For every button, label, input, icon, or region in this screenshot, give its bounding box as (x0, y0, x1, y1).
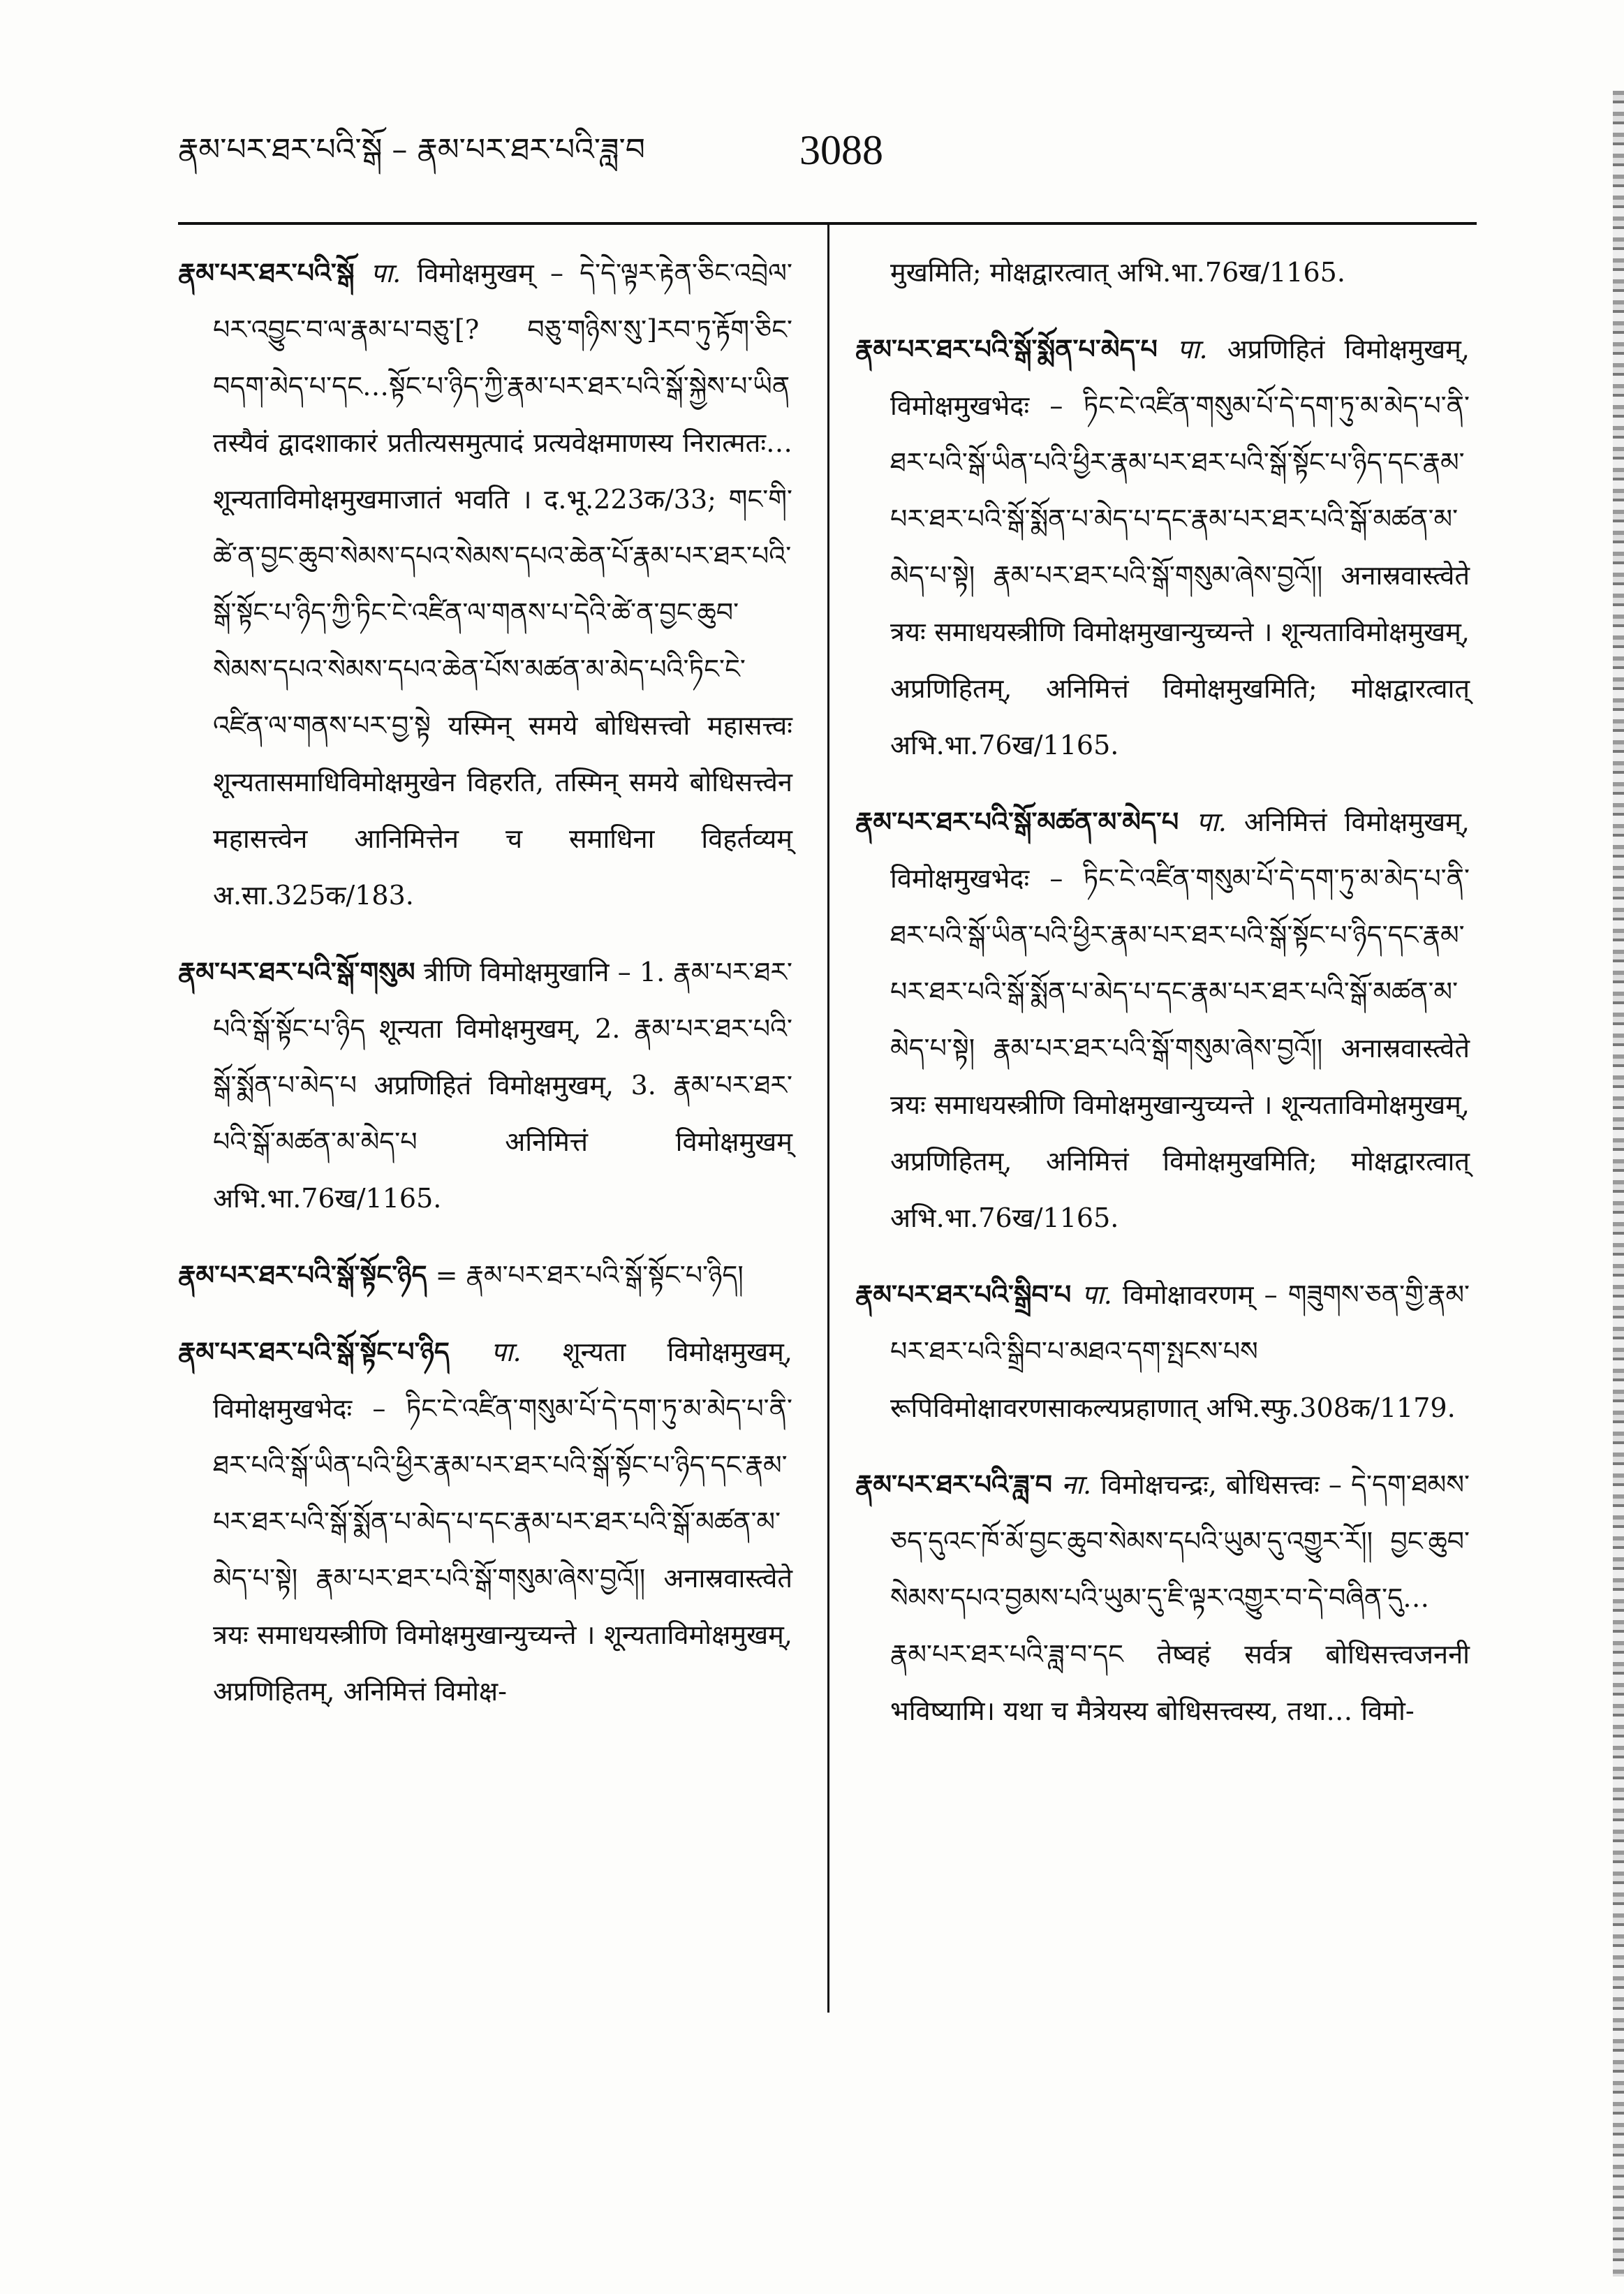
right-column (855, 244, 1470, 1759)
left-column (178, 244, 792, 1740)
entry-tag: पा. (1177, 334, 1208, 365)
entry-text: अनिमित्तं विमोक्षमुखम्, विमोक्षमुखभेदः – ཏིང་ངེ་འཛིན་གསུམ་པོ་དེ་དག་ཏུ་མ་མེད་པ་ནི་ཐར་པའི་སྒོ་ཡིན་པའི་ཕྱིར་རྣམ་པར་ཐར་པའི་སྒོ་སྟོང་པ་ཉིད་དང་རྣམ་པར་ཐར་པའི་སྒོ་སྨོན་པ་མེད་པ་དང་རྣམ་པར་ཐར་པའི་སྒོ་མཚན་མ་མེད་པ་སྟེ། རྣམ་པར་ཐར་པའི་སྒོ་གསུམ་ཞེས་བྱའོ།། अनास्रवास्त्वेते त्रयः समाधयस्त्रीणि विमोक्षमुखान्युच्यन्ते । शून्यताविमोक्षमुखम्, अप्रणिहितम्, अनिमित्तं विमोक्षमुखमिति; मोक्षद्वारत्वात् अभि.भा.76ख/1165. (890, 807, 1470, 1233)
dictionary-entry (178, 1247, 792, 1304)
running-head: རྣམ་པར་ཐར་པའི་སྒོ – རྣམ་པར་ཐར་པའི་ཟླ་བ (178, 132, 645, 168)
column-divider (827, 225, 829, 2013)
dictionary-entry (855, 1456, 1470, 1740)
entry-headword: རྣམ་པར་ཐར་པའི་ཟླ་བ (855, 1469, 1052, 1500)
dictionary-entry (855, 793, 1470, 1247)
entry-headword: རྣམ་པར་ཐར་པའི་སྒོ་སྟོང་ཉིད (178, 1259, 427, 1291)
entry-text: = རྣམ་པར་ཐར་པའི་སྒོ་སྟོང་པ་ཉིད། (435, 1260, 744, 1291)
entry-tag: ना. (1061, 1469, 1092, 1500)
entry-text: मुखमिति; मोक्षद्वारत्वात् अभि.भा.76ख/1165. (890, 257, 1345, 288)
dictionary-entry (178, 1323, 792, 1720)
page-number: 3088 (799, 127, 883, 173)
entry-text: त्रीणि विमोक्षमुखानि – 1. རྣམ་པར་ཐར་པའི་སྒོ་སྟོང་པ་ཉིད शून्यता विमोक्षमुखम्, 2. རྣམ་པར་ཐར་པའི་སྒོ་སྨོན་པ་མེད་པ अप्रणिहितं विमोक्षमुखम्, 3. རྣམ་པར་ཐར་པའི་སྒོ་མཚན་མ་མེད་པ अनिमित्तं विमोक्षमुखम् अभि.भा.76ख/1165. (213, 957, 792, 1214)
entry-text: विमोक्षमुखम् – དེ་དེ་ལྟར་རྟེན་ཅིང་འབྲེལ་པར་འབྱུང་བ་ལ་རྣམ་པ་བཅུ་[? བཅུ་གཉིས་སུ་]རབ་ཏུ་རྟོག་ཅིང་བདག་མེད་པ་དང…སྟོང་པ་ཉིད་ཀྱི་རྣམ་པར་ཐར་པའི་སྒོ་སྐྱེས་པ་ཡིན तस्यैवं द्वादशाकारं प्रतीत्यसमुत्पादं प्रत्यवेक्षमाणस्य निरात्मतः…शून्यताविमोक्षमुखमाजातं भवति । द.भू.223क/33; གང་གི་ཚེ་ན་བྱང་ཆུབ་སེམས་དཔའ་སེམས་དཔའ་ཆེན་པོ་རྣམ་པར་ཐར་པའི་སྒོ་སྟོང་པ་ཉིད་ཀྱི་ཏིང་ངེ་འཛིན་ལ་གནས་པ་དེའི་ཚེ་ན་བྱང་ཆུབ་སེམས་དཔའ་སེམས་དཔའ་ཆེན་པོས་མཚན་མ་མེད་པའི་ཏིང་ངེ་འཛིན་ལ་གནས་པར་བྱ་སྟེ यस्मिन् समये बोधिसत्त्वो महासत्त्वः शून्यतासमाधिविमोक्षमुखेन विहरति, तस्मिन् समये बोधिसत्त्वेन महासत्त्वेन आनिमित्तेन च समाधिना विहर्तव्यम् अ.सा.325क/183. (213, 258, 792, 911)
entry-text: अप्रणिहितं विमोक्षमुखम्, विमोक्षमुखभेदः – ཏིང་ངེ་འཛིན་གསུམ་པོ་དེ་དག་ཏུ་མ་མེད་པ་ནི་ཐར་པའི་སྒོ་ཡིན་པའི་ཕྱིར་རྣམ་པར་ཐར་པའི་སྒོ་སྟོང་པ་ཉིད་དང་རྣམ་པར་ཐར་པའི་སྒོ་སྨོན་པ་མེད་པ་དང་རྣམ་པར་ཐར་པའི་སྒོ་མཚན་མ་མེད་པ་སྟེ། རྣམ་པར་ཐར་པའི་སྒོ་གསུམ་ཞེས་བྱའོ།། अनास्रवास्त्वेते त्रयः समाधयस्त्रीणि विमोक्षमुखान्युच्यन्ते । शून्यताविमोक्षमुखम्, अप्रणिहितम्, अनिमित्तं विमोक्षमुखमिति; मोक्षद्वारत्वात् अभि.भा.76ख/1165. (890, 334, 1470, 760)
entry-headword: རྣམ་པར་ཐར་པའི་སྒྲིབ་པ (855, 1279, 1072, 1310)
entry-headword: རྣམ་པར་ཐར་པའི་སྒོ་སྨོན་པ་མེད་པ (855, 333, 1158, 365)
entry-text: विमोक्षावरणम् – གཟུགས་ཅན་གྱི་རྣམ་པར་ཐར་པའི་སྒྲིབ་པ་མཐའ་དག་སྤངས་པས रूपिविमोक्षावरणसाकल्यप्रहाणात् अभि.स्फु.308क/1179. (890, 1279, 1470, 1423)
entry-tag: पा. (370, 258, 401, 288)
entry-tag: पा. (1196, 807, 1227, 837)
dictionary-entry (855, 321, 1470, 774)
scan-edge-shadow (1613, 91, 1624, 2277)
dictionary-entry (178, 943, 792, 1227)
entry-headword: རྣམ་པར་ཐར་པའི་སྒོ (178, 257, 355, 288)
entry-text: विमोक्षचन्द्रः, बोधिसत्त्वः – དེ་དག་ཐམས་ཅད་དུའང་ཁོ་མོ་བྱང་ཆུབ་སེམས་དཔའི་ཡུམ་དུ་འགྱུར་རོ།། བྱང་ཆུབ་སེམས་དཔའ་བྱམས་པའི་ཡུམ་དུ་ཇི་ལྟར་འགྱུར་བ་དེ་བཞིན་དུ…རྣམ་པར་ཐར་པའི་ཟླ་བ་དང तेष्वहं सर्वत्र बोधिसत्त्वजननी भविष्यामि। यथा च मैत्रेयस्य बोधिसत्त्वस्य, तथा… विमो- (890, 1469, 1470, 1726)
entry-headword: རྣམ་པར་ཐར་པའི་སྒོ་སྟོང་པ་ཉིད (178, 1336, 450, 1367)
entry-headword: རྣམ་པར་ཐར་པའི་སྒོ་གསུམ (178, 956, 415, 987)
entry-tag: पा. (491, 1337, 522, 1367)
entry-continuation (855, 244, 1470, 301)
page-header (178, 119, 1505, 182)
entry-tag: पा. (1082, 1279, 1112, 1310)
dictionary-entry (855, 1266, 1470, 1436)
dictionary-entry (178, 244, 792, 924)
entry-text: शून्यता विमोक्षमुखम्, विमोक्षमुखभेदः – ཏིང་ངེ་འཛིན་གསུམ་པོ་དེ་དག་ཏུ་མ་མེད་པ་ནི་ཐར་པའི་སྒོ་ཡིན་པའི་ཕྱིར་རྣམ་པར་ཐར་པའི་སྒོ་སྟོང་པ་ཉིད་དང་རྣམ་པར་ཐར་པའི་སྒོ་སྨོན་པ་མེད་པ་དང་རྣམ་པར་ཐར་པའི་སྒོ་མཚན་མ་མེད་པ་སྟེ། རྣམ་པར་ཐར་པའི་སྒོ་གསུམ་ཞེས་བྱའོ།། अनास्रवास्त्वेते त्रयः समाधयस्त्रीणि विमोक्षमुखान्युच्यन्ते । शून्यताविमोक्षमुखम्, अप्रणिहितम्, अनिमित्तं विमोक्ष- (213, 1337, 792, 1707)
entry-headword: རྣམ་པར་ཐར་པའི་སྒོ་མཚན་མ་མེད་པ (855, 806, 1179, 837)
